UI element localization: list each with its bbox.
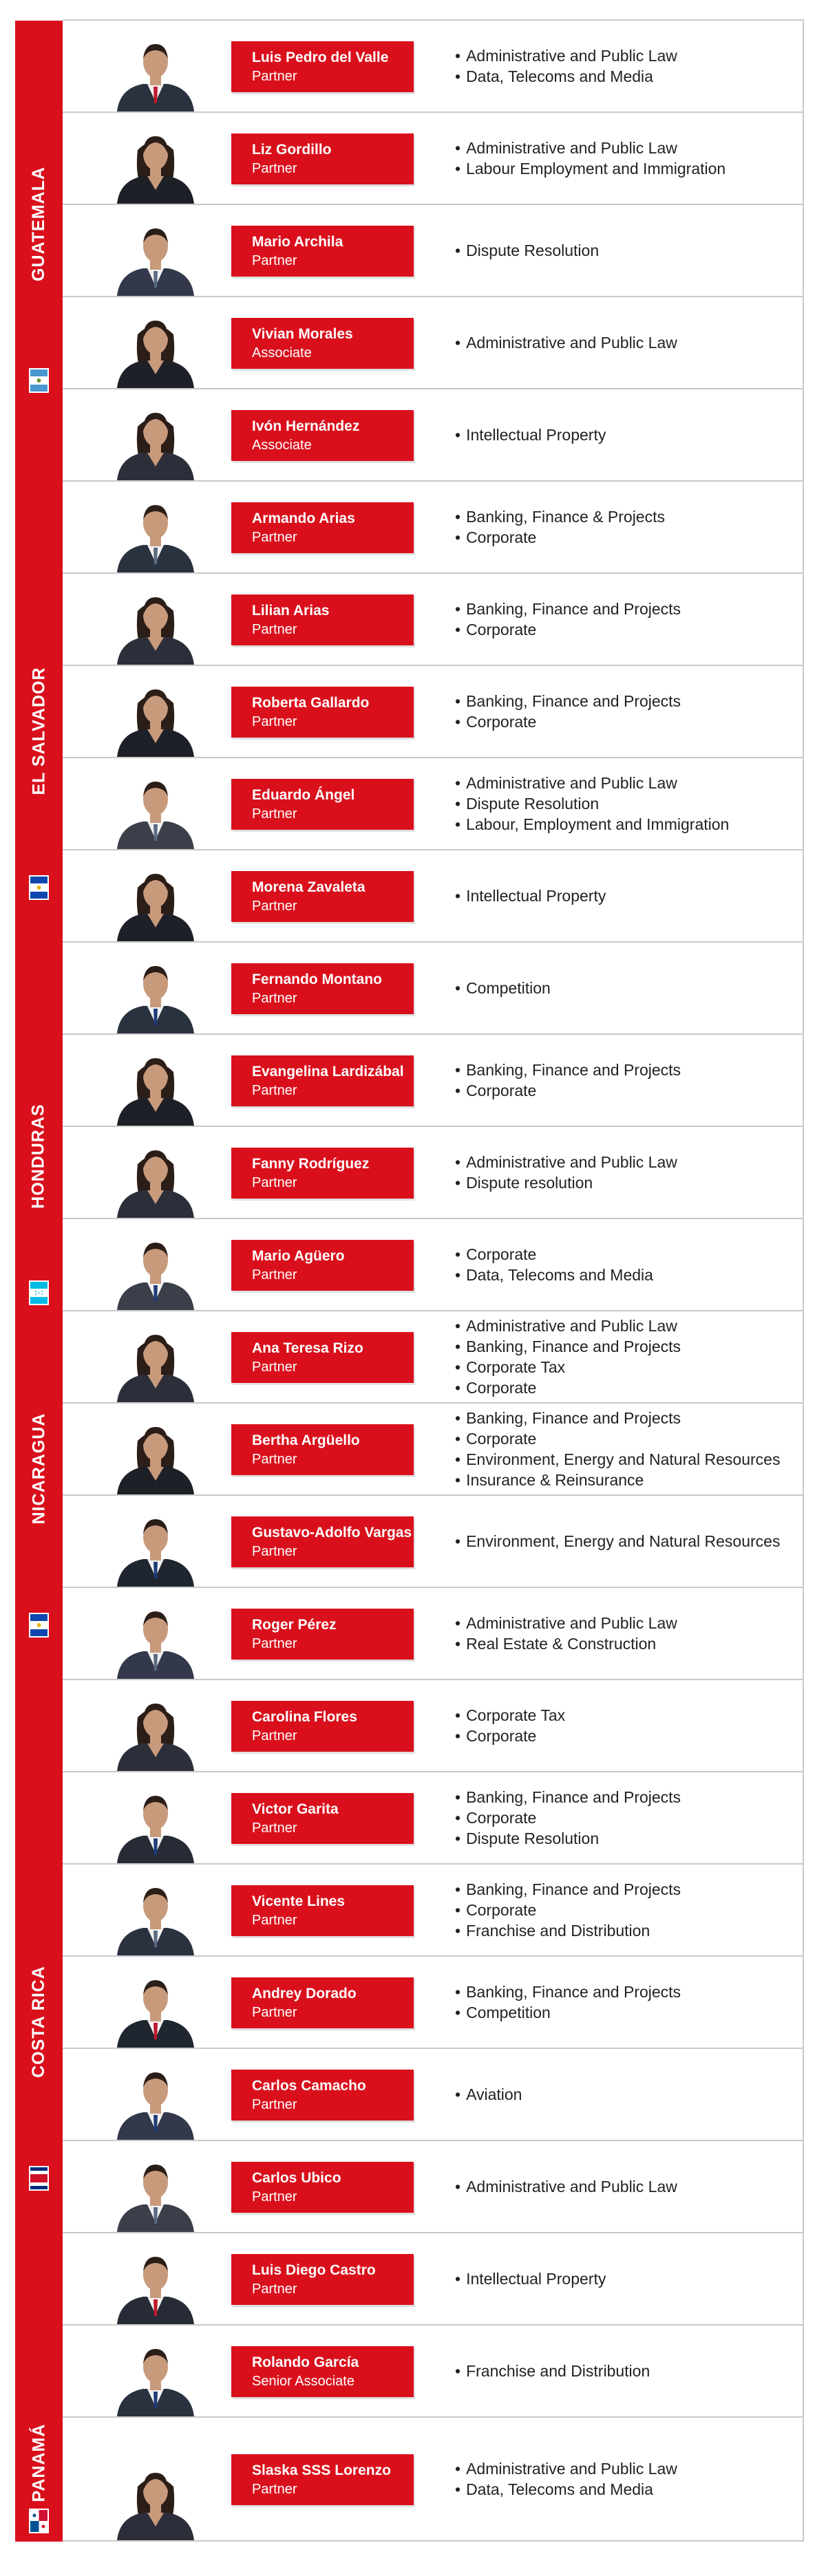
lawyer-name: Carlos Camacho xyxy=(252,2078,366,2094)
lawyer-title: Partner xyxy=(252,2097,297,2112)
country-name: COSTA RICA xyxy=(29,1965,48,2078)
practice-areas xyxy=(455,1311,798,1402)
practice-area-item: • Banking, Finance and Projects xyxy=(455,691,798,711)
lawyer-title: Partner xyxy=(252,1452,297,1467)
lawyer-row xyxy=(63,1404,804,1496)
lawyer-row xyxy=(63,21,804,113)
practice-areas xyxy=(455,1496,798,1587)
lawyer-row xyxy=(63,2233,804,2326)
lawyer-row xyxy=(63,666,804,758)
practice-areas xyxy=(455,21,798,111)
practice-area-item: • Labour Employment and Immigration xyxy=(455,158,798,179)
lawyer-nameplate[interactable] xyxy=(231,963,414,1014)
practice-areas xyxy=(455,297,798,388)
practice-area-item: • Intellectual Property xyxy=(455,886,798,906)
practice-area-item: • Dispute Resolution xyxy=(455,793,798,814)
practice-area-item: • Dispute Resolution xyxy=(455,240,798,261)
lawyer-name: Mario Archila xyxy=(252,234,343,250)
practice-area-item: • Corporate xyxy=(455,1377,798,1398)
practice-area-item: • Corporate xyxy=(455,619,798,640)
lawyer-title: Partner xyxy=(252,1636,297,1651)
lawyer-nameplate[interactable] xyxy=(231,1701,414,1752)
practice-area-item: • Banking, Finance & Projects xyxy=(455,506,798,527)
lawyer-title: Partner xyxy=(252,161,297,176)
lawyer-name: Carolina Flores xyxy=(252,1709,357,1725)
practice-area-item: • Environment, Energy and Natural Resources xyxy=(455,1449,798,1470)
lawyer-row xyxy=(63,2326,804,2418)
country-name: NICARAGUA xyxy=(29,1413,48,1524)
lawyer-nameplate[interactable] xyxy=(231,41,414,92)
lawyer-photo xyxy=(107,1505,204,1587)
lawyer-row xyxy=(63,1219,804,1311)
country-band xyxy=(15,1311,63,1680)
lawyer-title: Partner xyxy=(252,1913,297,1928)
practice-area-item: • Insurance & Reinsurance xyxy=(455,1470,798,1490)
lawyer-name: Luis Diego Castro xyxy=(252,2262,376,2278)
country-label xyxy=(15,1042,63,1270)
lawyer-photo xyxy=(107,1413,204,1494)
country-band xyxy=(15,1035,63,1311)
lawyer-name: Rolando García xyxy=(252,2354,359,2370)
practice-area-item: • Dispute resolution xyxy=(455,1172,798,1193)
lawyer-name: Vicente Lines xyxy=(252,1893,346,1909)
practice-area-item: • Franchise and Distribution xyxy=(455,2361,798,2381)
lawyer-photo xyxy=(107,399,204,480)
lawyer-photo xyxy=(107,2059,204,2140)
lawyer-row xyxy=(63,2049,804,2141)
lawyer-title: Partner xyxy=(252,899,297,914)
lawyer-photo xyxy=(107,30,204,111)
lawyer-nameplate[interactable] xyxy=(231,687,414,738)
nicaragua-flag-icon xyxy=(29,1613,49,1638)
lawyer-title: Associate xyxy=(252,438,312,453)
lawyer-nameplate[interactable] xyxy=(231,1148,414,1199)
lawyer-title: Partner xyxy=(252,69,297,84)
country-label xyxy=(15,100,63,347)
lawyer-nameplate[interactable] xyxy=(231,133,414,184)
lawyer-nameplate[interactable] xyxy=(231,2254,414,2305)
lawyer-name: Bertha Argüello xyxy=(252,1432,360,1448)
country-band xyxy=(15,2418,63,2542)
practice-areas xyxy=(455,574,798,665)
lawyer-photo xyxy=(107,860,204,941)
lawyer-photo xyxy=(107,2243,204,2324)
lawyer-name: Fernando Montano xyxy=(252,972,382,987)
practice-areas xyxy=(455,1035,798,1126)
lawyer-photo xyxy=(107,2459,204,2540)
practice-area-item: • Corporate xyxy=(455,1900,798,1920)
lawyer-nameplate[interactable] xyxy=(231,318,414,369)
practice-area-item: • Administrative and Public Law xyxy=(455,1613,798,1633)
lawyer-title: Partner xyxy=(252,1360,297,1375)
lawyer-title: Partner xyxy=(252,714,297,729)
practice-area-item: • Banking, Finance and Projects xyxy=(455,599,798,619)
lawyer-nameplate[interactable] xyxy=(231,871,414,922)
lawyer-photo xyxy=(107,1782,204,1863)
practice-area-item: • Data, Telecoms and Media xyxy=(455,2479,798,2500)
practice-area-item: • Corporate xyxy=(455,711,798,732)
lawyer-nameplate[interactable] xyxy=(231,502,414,553)
lawyer-title: Partner xyxy=(252,1083,297,1098)
lawyer-photo xyxy=(107,215,204,296)
practice-areas xyxy=(455,2049,798,2140)
costa-rica-flag-icon xyxy=(29,2166,49,2191)
practice-areas xyxy=(455,389,798,480)
lawyer-name: Evangelina Lardizábal xyxy=(252,1064,404,1080)
country-band xyxy=(15,482,63,1035)
lawyer-nameplate[interactable] xyxy=(231,1609,414,1660)
lawyer-title: Partner xyxy=(252,2282,297,2297)
practice-area-item: • Banking, Finance and Projects xyxy=(455,1787,798,1807)
lawyer-row xyxy=(63,1957,804,2049)
lawyer-row xyxy=(63,1127,804,1219)
practice-area-item: • Intellectual Property xyxy=(455,2268,798,2289)
lawyer-title: Partner xyxy=(252,2189,297,2204)
lawyer-row xyxy=(63,1496,804,1588)
lawyer-title: Partner xyxy=(252,1821,297,1836)
lawyer-photo xyxy=(107,1966,204,2048)
table-right-border xyxy=(803,19,804,2542)
practice-area-item: • Administrative and Public Law xyxy=(455,332,798,353)
practice-areas xyxy=(455,2233,798,2324)
lawyer-row xyxy=(63,758,804,850)
lawyer-name: Carlos Ubico xyxy=(252,2170,341,2186)
country-name: HONDURAS xyxy=(29,1103,49,1209)
practice-area-item: • Administrative and Public Law xyxy=(455,2176,798,2197)
lawyer-name: Eduardo Ángel xyxy=(252,787,355,803)
country-name: GUATEMALA xyxy=(29,166,49,281)
lawyer-row xyxy=(63,943,804,1035)
practice-area-item: • Banking, Finance and Projects xyxy=(455,1408,798,1428)
lawyer-photo xyxy=(107,1137,204,1218)
lawyer-name: Vivian Morales xyxy=(252,326,353,342)
practice-area-item: • Administrative and Public Law xyxy=(455,1152,798,1172)
lawyer-photo xyxy=(107,1321,204,1402)
lawyer-row xyxy=(63,389,804,482)
lawyer-photo xyxy=(107,1229,204,1310)
lawyer-photo xyxy=(107,1690,204,1771)
country-band xyxy=(15,1680,63,2418)
practice-area-item: • Dispute Resolution xyxy=(455,1828,798,1849)
lawyer-name: Andrey Dorado xyxy=(252,1986,357,2001)
practice-area-item: • Real Estate & Construction xyxy=(455,1633,798,1654)
practice-area-item: • Intellectual Property xyxy=(455,425,798,445)
lawyer-nameplate[interactable] xyxy=(231,1516,414,1567)
lawyer-name: Luis Pedro del Valle xyxy=(252,50,389,65)
lawyer-row xyxy=(63,113,804,205)
lawyer-name: Liz Gordillo xyxy=(252,142,332,158)
lawyer-nameplate[interactable] xyxy=(231,1977,414,2028)
practice-area-item: • Corporate xyxy=(455,1726,798,1746)
lawyer-title: Senior Associate xyxy=(252,2374,354,2389)
country-name: PANAMÁ xyxy=(29,2423,48,2502)
lawyer-nameplate[interactable] xyxy=(231,2070,414,2121)
practice-area-item: • Corporate xyxy=(455,1244,798,1265)
lawyer-row xyxy=(63,205,804,297)
lawyer-name: Gustavo-Adolfo Vargas xyxy=(252,1525,412,1541)
practice-areas xyxy=(455,1772,798,1863)
lawyer-nameplate[interactable] xyxy=(231,1240,414,1291)
lawyer-photo xyxy=(107,1044,204,1126)
lawyer-row xyxy=(63,2418,804,2542)
practice-area-item: • Corporate xyxy=(455,527,798,548)
lawyer-title: Partner xyxy=(252,1267,297,1282)
lawyer-title: Partner xyxy=(252,1728,297,1743)
practice-area-item: • Competition xyxy=(455,2002,798,2023)
country-label xyxy=(15,607,63,855)
lawyer-nameplate[interactable] xyxy=(231,1332,414,1383)
practice-areas xyxy=(455,205,798,296)
lawyer-photo xyxy=(107,2335,204,2416)
lawyer-row xyxy=(63,1865,804,1957)
country-label xyxy=(15,1344,63,1592)
practice-area-item: • Corporate Tax xyxy=(455,1357,798,1377)
lawyer-title: Partner xyxy=(252,530,297,545)
practice-area-item: • Corporate xyxy=(455,1080,798,1101)
lawyer-photo xyxy=(107,1598,204,1679)
lawyer-photo xyxy=(107,676,204,757)
country-label xyxy=(15,2425,63,2500)
lawyer-row xyxy=(63,850,804,943)
lawyer-name: Mario Agüero xyxy=(252,1248,345,1264)
lawyer-photo xyxy=(107,768,204,849)
el-salvador-flag-icon xyxy=(29,875,49,900)
country-band xyxy=(15,21,63,482)
lawyer-row xyxy=(63,482,804,574)
lawyer-title: Partner xyxy=(252,806,297,822)
practice-area-item: • Environment, Energy and Natural Resources xyxy=(455,1531,798,1552)
practice-areas xyxy=(455,758,798,849)
lawyer-title: Partner xyxy=(252,253,297,268)
lawyer-photo xyxy=(107,122,204,204)
lawyer-photo xyxy=(107,307,204,388)
practice-areas xyxy=(455,666,798,757)
lawyer-photo xyxy=(107,491,204,572)
practice-areas xyxy=(455,1404,798,1494)
practice-area-item: • Corporate Tax xyxy=(455,1705,798,1726)
practice-areas xyxy=(455,1680,798,1771)
lawyer-nameplate[interactable] xyxy=(231,2162,414,2213)
lawyer-title: Partner xyxy=(252,2482,297,2497)
lawyer-row xyxy=(63,1311,804,1404)
practice-area-item: • Banking, Finance and Projects xyxy=(455,1336,798,1357)
lawyer-row xyxy=(63,1035,804,1127)
lawyer-row xyxy=(63,297,804,389)
lawyer-name: Ivón Hernández xyxy=(252,418,360,434)
lawyer-title: Partner xyxy=(252,991,297,1006)
practice-area-item: • Banking, Finance and Projects xyxy=(455,1879,798,1900)
practice-area-item: • Administrative and Public Law xyxy=(455,2458,798,2479)
practice-areas xyxy=(455,1127,798,1218)
lawyer-row xyxy=(63,574,804,666)
country-label xyxy=(15,1898,63,2145)
lawyer-name: Victor Garita xyxy=(252,1801,339,1817)
lawyer-name: Roger Pérez xyxy=(252,1617,337,1633)
practice-areas xyxy=(455,113,798,204)
guatemala-flag-icon xyxy=(29,368,49,393)
practice-areas xyxy=(455,1219,798,1310)
lawyer-row xyxy=(63,2141,804,2233)
practice-areas xyxy=(455,2418,798,2540)
practice-area-item: • Competition xyxy=(455,978,798,998)
lawyer-title: Partner xyxy=(252,1544,297,1559)
lawyer-photo xyxy=(107,583,204,665)
lawyer-title: Partner xyxy=(252,1175,297,1190)
lawyer-title: Partner xyxy=(252,622,297,637)
practice-area-item: • Franchise and Distribution xyxy=(455,1920,798,1941)
lawyer-nameplate[interactable] xyxy=(231,1885,414,1936)
practice-areas xyxy=(455,1588,798,1679)
practice-areas xyxy=(455,1957,798,2048)
lawyer-photo xyxy=(107,1874,204,1955)
lawyer-name: Slaska SSS Lorenzo xyxy=(252,2462,391,2478)
lawyer-name: Morena Zavaleta xyxy=(252,879,366,895)
lawyer-nameplate[interactable] xyxy=(231,226,414,277)
practice-areas xyxy=(455,2326,798,2416)
practice-area-item: • Banking, Finance and Projects xyxy=(455,1982,798,2002)
lawyer-nameplate[interactable] xyxy=(231,1055,414,1106)
lawyer-name: Roberta Gallardo xyxy=(252,695,370,711)
honduras-flag-icon xyxy=(29,1280,49,1305)
lawyer-row xyxy=(63,1680,804,1772)
lawyer-title: Associate xyxy=(252,345,312,361)
lawyer-name: Fanny Rodríguez xyxy=(252,1156,370,1172)
lawyer-row xyxy=(63,1772,804,1865)
lawyer-nameplate[interactable] xyxy=(231,1793,414,1844)
lawyer-name: Armando Arias xyxy=(252,511,355,526)
lawyer-row xyxy=(63,1588,804,1680)
practice-area-item: • Labour, Employment and Immigration xyxy=(455,814,798,835)
practice-area-item: • Data, Telecoms and Media xyxy=(455,66,798,87)
lawyer-name: Lilian Arias xyxy=(252,603,330,619)
practice-area-item: • Corporate xyxy=(455,1807,798,1828)
lawyer-photo xyxy=(107,2151,204,2232)
lawyer-nameplate[interactable] xyxy=(231,594,414,645)
practice-area-item: • Administrative and Public Law xyxy=(455,1316,798,1336)
practice-area-item: • Corporate xyxy=(455,1428,798,1449)
lawyer-name: Ana Teresa Rizo xyxy=(252,1340,363,1356)
practice-area-item: • Administrative and Public Law xyxy=(455,45,798,66)
panama-flag-icon xyxy=(29,2509,49,2533)
lawyer-nameplate[interactable] xyxy=(231,2454,414,2505)
practice-areas xyxy=(455,850,798,941)
lawyer-nameplate[interactable] xyxy=(231,410,414,461)
lawyer-nameplate[interactable] xyxy=(231,1424,414,1475)
practice-area-item: • Banking, Finance and Projects xyxy=(455,1060,798,1080)
practice-area-item: • Administrative and Public Law xyxy=(455,773,798,793)
practice-area-item: • Aviation xyxy=(455,2084,798,2105)
lawyer-nameplate[interactable] xyxy=(231,779,414,830)
lawyer-photo xyxy=(107,952,204,1033)
practice-areas xyxy=(455,943,798,1033)
practice-area-item: • Administrative and Public Law xyxy=(455,138,798,158)
country-name: EL SALVADOR xyxy=(29,666,49,795)
practice-areas xyxy=(455,2141,798,2232)
practice-areas xyxy=(455,482,798,572)
practice-areas xyxy=(455,1865,798,1955)
lawyer-title: Partner xyxy=(252,2005,297,2020)
practice-area-item: • Data, Telecoms and Media xyxy=(455,1265,798,1285)
lawyer-nameplate[interactable] xyxy=(231,2346,414,2397)
